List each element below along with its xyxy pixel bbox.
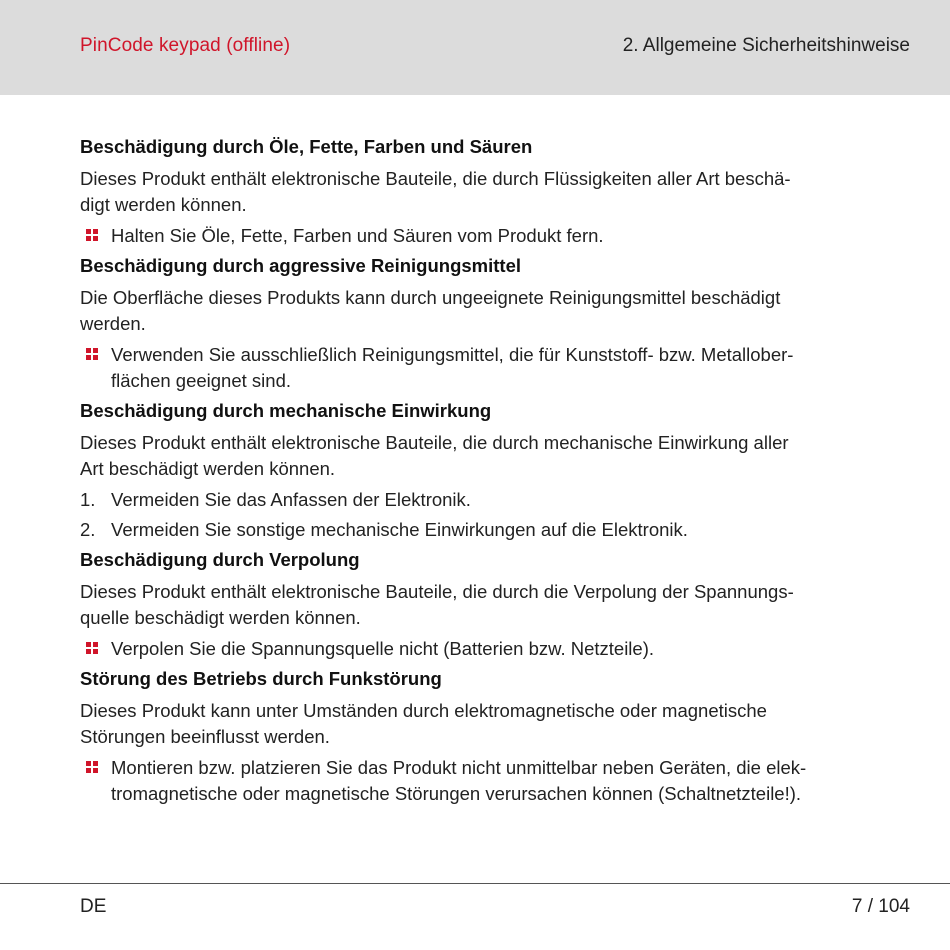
section-heading: Störung des Betriebs durch Funkstörung (80, 668, 442, 689)
bullet-icon (86, 642, 99, 655)
section-heading: Beschädigung durch Verpolung (80, 549, 360, 570)
page-number: 7 / 104 (851, 896, 910, 917)
step-item (80, 517, 915, 543)
footer-divider (0, 883, 950, 884)
page-header (0, 0, 950, 95)
bullet-icon (86, 761, 99, 774)
step-item (80, 487, 915, 513)
document-body (80, 134, 915, 811)
section-heading: Beschädigung durch mechanische Einwirkung (80, 400, 492, 421)
section-oils (80, 134, 915, 249)
bullet-item (80, 342, 915, 394)
bullet-text: Verwenden Sie ausschließlich Reinigungsmittel, die für Kunststoff- bzw. Metallober- flächen geeignet sind. (111, 344, 794, 391)
bullet-text: Montieren bzw. platzieren Sie das Produkt nicht unmittelbar neben Geräten, die elek- tromagnetische oder magnetische Störungen verursachen können (Schaltnetzteile!). (111, 757, 807, 804)
section-cleaning-agents (80, 253, 915, 394)
section-heading: Beschädigung durch Öle, Fette, Farben und Säuren (80, 136, 533, 157)
section-text: Dieses Produkt enthält elektronische Bauteile, die durch mechanische Einwirkung aller Art beschädigt werden können. (80, 432, 789, 479)
product-title: PinCode keypad (offline) (80, 35, 291, 56)
section-interference (80, 666, 915, 807)
section-text: Dieses Produkt kann unter Umständen durch elektromagnetische oder magnetische Störungen beeinflusst werden. (80, 700, 767, 747)
chapter-title: 2. Allgemeine Sicherheitshinweise (622, 35, 910, 56)
bullet-item (80, 636, 915, 662)
section-text: Dieses Produkt enthält elektronische Bauteile, die durch die Verpolung der Spannungs- quelle beschädigt werden können. (80, 581, 794, 628)
section-polarity (80, 547, 915, 662)
bullet-text: Verpolen Sie die Spannungsquelle nicht (Batterien bzw. Netzteile). (111, 638, 655, 659)
bullet-text: Halten Sie Öle, Fette, Farben und Säuren vom Produkt fern. (111, 225, 604, 246)
section-heading: Beschädigung durch aggressive Reinigungsmittel (80, 255, 522, 276)
section-text: Dieses Produkt enthält elektronische Bauteile, die durch Flüssigkeiten aller Art beschä- digt werden können. (80, 168, 791, 215)
bullet-item (80, 223, 915, 249)
bullet-icon (86, 229, 99, 242)
section-text: Die Oberfläche dieses Produkts kann durch ungeeignete Reinigungsmittel beschädigt werden. (80, 287, 781, 334)
step-number: 1. (80, 489, 96, 510)
bullet-icon (86, 348, 99, 361)
section-mechanical (80, 398, 915, 543)
step-text: Vermeiden Sie sonstige mechanische Einwirkungen auf die Elektronik. (111, 519, 688, 540)
step-text: Vermeiden Sie das Anfassen der Elektronik. (111, 489, 471, 510)
step-number: 2. (80, 519, 96, 540)
bullet-item (80, 755, 915, 807)
footer-language: DE (80, 896, 107, 917)
